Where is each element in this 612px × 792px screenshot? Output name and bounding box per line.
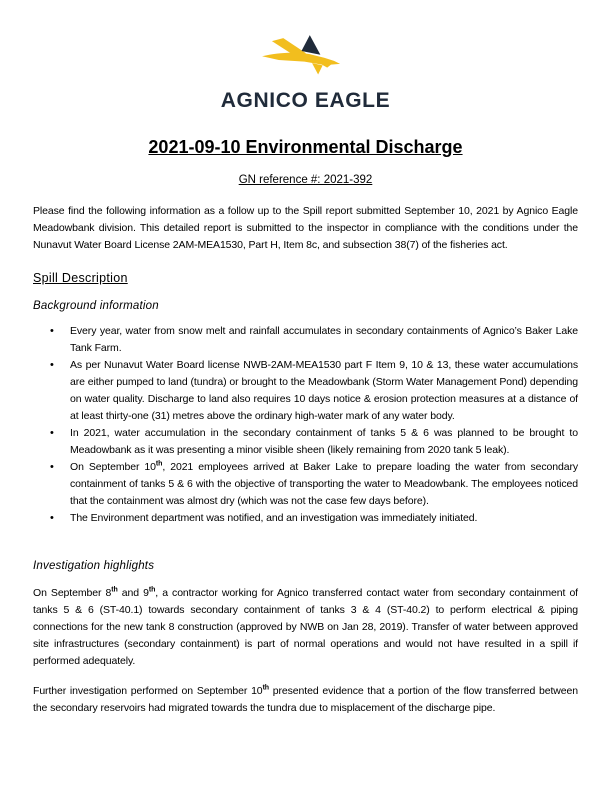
investigation-paragraph-1: On September 8th and 9th, a contractor working for Agnico transferred contact water from secondary containment of tanks 5 & 6 (ST-40.1) towards secondary containment of tanks 3 & 4 (ST-40.2) to perform electrical & piping connections for the new tank 8 construction (approved by NWB on Jan 28, 2019). Transfer of water between approved site infrastructures (secondary containment) is part of normal operations and would not have resulted in a spill if performed adequately. <box>33 586 578 667</box>
background-bullet-list <box>33 323 578 527</box>
bullet-item: • The Environment department was notified, and an investigation was immediately initiated. <box>33 510 578 527</box>
subheading-background-information: Background information <box>33 300 159 312</box>
document-title: 2021-09-10 Environmental Discharge <box>148 137 463 157</box>
bullet-item: • Every year, water from snow melt and rainfall accumulates in secondary containments of Agnico’s Baker Lake Tank Farm. <box>33 323 578 357</box>
gn-reference-number: GN reference #: 2021-392 <box>238 174 373 186</box>
bullet-item: • As per Nunavut Water Board license NWB-2AM-MEA1530 part F Item 9, 10 & 13, these water accumulations are either pumped to land (tundra) or brought to the Meadowbank (Storm Water Management Pond) depending on water quality. Discharge to land also requires 10 days notice & erosion protection measures at a distance of at least thirty-one (31) metres above the ordinary high-water mark of any water body. <box>33 357 578 425</box>
bullet-item: • In 2021, water accumulation in the secondary containment of tanks 5 & 6 was planned to be brought to Meadowbank as it was presenting a minor visible sheen (likely remaining from 2020 tank 5 leak). <box>33 425 578 459</box>
agnico-eagle-icon <box>253 28 359 80</box>
subheading-investigation-highlights: Investigation highlights <box>33 560 155 572</box>
section-heading-spill-description: Spill Description <box>33 271 128 285</box>
company-logo <box>33 28 578 113</box>
investigation-paragraph-2: Further investigation performed on September 10th presented evidence that a portion of the flow transferred between the secondary reservoirs had migrated towards the tundra due to misplacement of the discharge pipe. <box>33 684 578 714</box>
intro-paragraph: Please find the following information as a follow up to the Spill report submitted September 10, 2021 by Agnico Eagle Meadowbank division. This detailed report is submitted to the inspector in compliance with the conditions under the Nunavut Water Board License 2AM-MEA1530, Part H, Item 8c, and subsection 38(7) of the fisheries act. <box>33 205 578 251</box>
bullet-item: • On September 10th, 2021 employees arrived at Baker Lake to prepare loading the water from secondary containment of tanks 5 & 6 with the objective of transporting the water to Meadowbank. The employees noticed that the containment was almost dry (which was not the case few days before). <box>33 459 578 510</box>
brand-wordmark: AGNICO EAGLE <box>220 89 391 112</box>
